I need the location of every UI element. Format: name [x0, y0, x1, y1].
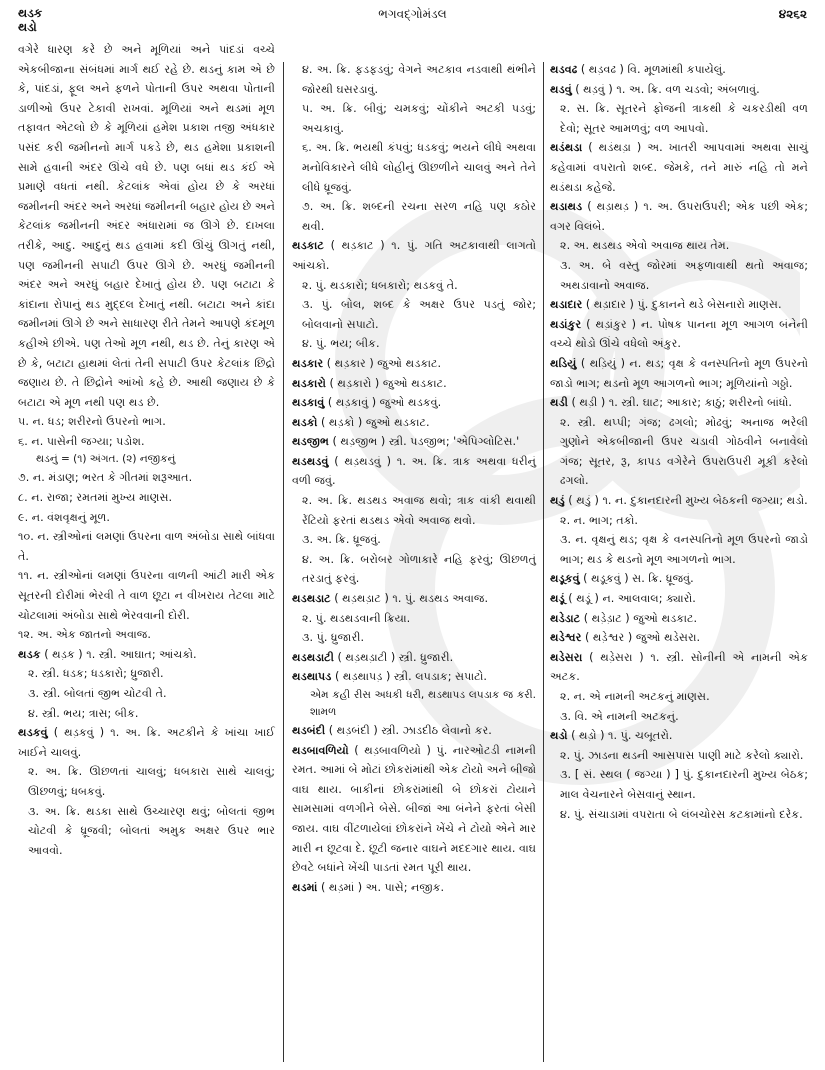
headword: થડો: [550, 729, 568, 743]
definition-text: જુઓ થડકાટ.: [382, 376, 447, 390]
definition-text: ન. પોષક પાનના મૂળ આગળ બંનેની વચ્ચે થોડો ઊંચે વધેલો અંકુર.: [550, 317, 808, 351]
guide-word-last: થડો: [18, 20, 37, 34]
dictionary-entry: [550, 315, 808, 354]
definition-text: ૨. સ્ત્રી. ધડક; ધડકારો; ધ્રુજારી.: [28, 667, 164, 681]
definition-text: ૩. સ્ત્રી. બોલતાં જીભ ચોટવી તે.: [28, 687, 167, 700]
definition-text: ૨. પું. ઝાડના થડની આસપાસ પાણી માટે કરેલો ક્યારો.: [560, 748, 804, 762]
definition-sense: [550, 236, 808, 256]
definition-sense: [292, 197, 536, 236]
dictionary-entry: [292, 393, 536, 413]
definition-text: ૮. ન. રાજા; રમતમાં મુખ્ય માણસ.: [18, 491, 173, 505]
definition-sense: [292, 60, 536, 99]
dictionary-entry: [18, 645, 275, 665]
dictionary-entry: [550, 628, 808, 648]
definition-sense: [18, 508, 275, 528]
definition-sense: [550, 746, 808, 766]
definition-sense: [292, 628, 536, 648]
definition-sense: [18, 527, 275, 566]
pronunciation: ( થડ઼ેસરા ): [589, 650, 644, 664]
dictionary-title: ભગવદ્‌ગોમંડલ: [378, 7, 447, 21]
column-middle: [292, 60, 536, 897]
definition-text: ૧. સ્ત્રી. આઘાત; આંચકો.: [86, 647, 197, 661]
definition-text: ૩. અ. બે વસ્તુ જોરમાં અફળાવાથી થતો અવાજ; અથડાવાનો અવાજ.: [560, 258, 808, 292]
definition-text: વિ. મૂળમાંથી કપાયેલું.: [627, 63, 726, 76]
pronunciation: ( થડ઼વઢ ): [580, 63, 624, 76]
definition-text: ૭. ન. મંડાણ; ભરત કે ગીતમાં શરૂઆત.: [18, 471, 193, 485]
definition-text: ૧. પું. ચબૂતરો.: [608, 729, 673, 743]
headword: થડાદાર: [550, 298, 583, 312]
definition-text: સ્ત્રી. ઝાડદીઠ લેવાનો કર.: [381, 724, 492, 737]
headword: થડવું: [550, 82, 572, 96]
dictionary-entry: [550, 354, 808, 393]
definition-text: ૩. અ. ક્રિ. ધ્રૂજવું.: [302, 533, 381, 547]
guide-word-first: થડક: [18, 6, 43, 20]
definition-sense: [18, 566, 275, 625]
dictionary-entry: [292, 878, 536, 898]
pronunciation: ( થડ઼થડવું ): [334, 454, 392, 468]
definition-text: ૧. ન. દુકાનદારની મુખ્ય બેઠકની જગ્યા; થડો.: [602, 494, 808, 508]
definition-text: ૧૦. ન. સ્ત્રીઓનાં લમણાં ઉપરના વાળ અંબોડા સાથે બાંધવા તે.: [18, 530, 275, 563]
definition-sense: [292, 276, 536, 296]
dictionary-entry: [550, 609, 808, 629]
dictionary-entry: [550, 295, 808, 315]
pronunciation: ( થડ઼ેડ઼ાટ ): [583, 611, 630, 625]
definition-sense: [18, 664, 275, 684]
definition-text: ૪. અ. ક્રિ. બરોબર ગોળાકારે નહિ ફરવું; ઊછળતું તરડાતું ફરવું.: [302, 552, 536, 586]
definition-text: ૧. સ્ત્રી. સોનીની એ નામની એક અટક.: [550, 650, 808, 684]
definition-text: ૨. પું. થડકારો; ધબકારો; થડકવું તે.: [302, 278, 458, 292]
definition-text: અ. ખાતરી આપવામાં અથવા સાચું કહેવામાં વપરાતો શબ્દ. જેમકે, તને મારું નહિ તો મને થડંથડા કહેજે.: [550, 141, 808, 194]
headword: થડી: [550, 396, 568, 410]
definition-text: જુઓ થડકાટ.: [377, 356, 442, 370]
definition-text: વગેરે ધારણ કરે છે અને મૂળિયાં અને પાંદડાં વચ્ચે એકબીજાના સંબંધમાં માર્ગ થઈ રહે છે. થડનું કામ એ છે કે, પાંદડાં, ફૂલ અને ફળને પોતાની ઉપર અથવા પોતાની ડાળીઓ ઉપર ટેકાવી રાખવાં. મૂળિયાં અને થડમાં મૂળ તફાવત એટલો છે કે મૂળિયાં હમેશ પ્રકાશ તજી અંધકાર પસંદ કરી જમીનનો માર્ગ પકડે છે, થડ હમેશા પ્રકાશની સામે હવાની અંદર ઊંચે વધે છે. પણ બધાં થડ કંઈ એ પ્રમાણે વધતાં નથી. કેટલાંક એવાં હોય છે કે અરધાં જમીનની અંદર અને અરધાં જમીનની બહાર હોય છે અને કેટલાંક જમીનની અંદર અંધારામાં જ ઊગે છે. દાખલા તરીકે, આદુ. આદુનું થડ હવામાં કદી ઊંચું ઊગતું નથી, પણ જમીનની સપાટી ઉપર ઊગે છે. અરધું જમીનની અંદર અને અરધું બહાર દેખાતું હોય છે. પણ બટાટા કે કાંદાના રોપાનું થડ મુદ્દલ દેખાતું નથી. બટાટા અને કાંદા જમીનમાં ઊગે છે અને સાધારણ રીતે તેમને આપણે કંદમૂળ કહીએ છીએ. પણ તેઓ મૂળ નથી, થડ છે. તેનું કારણ એ છે કે, બટાટા હાથમાં લેતાં તેની સપાટી ઉપર કેટલાંક છિદ્રો જણાય છે. તે છિદ્રોને આંખો કહે છે. આથી જણાય છે કે બટાટા એ મૂળ નથી પણ થડ છે.: [18, 43, 275, 409]
headword: થડૂં: [550, 592, 565, 606]
definition-text: જુઓ થડકાટ.: [365, 415, 430, 429]
definition-sense: [292, 687, 536, 721]
page-header: [0, 0, 825, 40]
definition-text: ૩. અ. ક્રિ. થડકા સાથે ઉચ્ચારણ થવું; બોલતાં જીભ ચોટવી કે ધ્રૂજવી; બોલતાં અમુક અક્ષર ઉપર ભાર આવવો.: [28, 804, 275, 857]
pronunciation: ( થડ઼ાદાર ): [585, 298, 634, 312]
definition-text: ૩. વિ. એ નામની અટકનું.: [560, 709, 679, 723]
dictionary-entry: [292, 721, 536, 741]
pronunciation: ( થડ઼ી ): [571, 396, 606, 410]
page-number: ૪૨૬૨: [778, 7, 807, 21]
definition-sense: [18, 762, 275, 801]
definition-text: એમ કહી રીસ અધકી ધરી, થડથાપડ લપડાક જ કરી. શામળ: [310, 689, 536, 718]
headword: થડાંકુર: [550, 317, 582, 331]
definition-text: ૩. પું. બોલ, શબ્દ કે અક્ષર ઉપર પડતું જોર; બોલવાનો સપાટો.: [302, 298, 536, 331]
definition-text: ૨. સ્ત્રી. થપ્પી; ગંજ; ઢગલો; મોઢવું; અનાજ ભરેલી ગુણોને એકબીજાની ઉપર ચડાવી ગોઠવીને બનાવેલો ગંજ; સૂતર, રૂ, કાપડ વગેરેને ઉપરાઉપરી મૂકી કરેલો ઢગલો.: [560, 415, 808, 488]
definition-text: ૧. અ. ક્રિ. અટકીને કે ખાંચા ખાઈ ખાઈને ચાલવું.: [18, 726, 276, 759]
definition-sense: [292, 138, 536, 197]
definition-sense: [550, 687, 808, 707]
pronunciation: ( થડ઼જીભ ): [332, 435, 386, 449]
pronunciation: ( થડ઼કવું ): [53, 726, 105, 740]
definition-text: ન. થડ; વૃક્ષ કે વનસ્પતિનો મૂળ ઉપરનો જાડો ભાગ; થડનો મૂળ આગળનો ભાગ; મૂળિયાંનો ગઠ્ઠો.: [550, 356, 808, 390]
definition-sense: [18, 684, 275, 704]
definition-text: પું. નારઓટડી નામની રમત. આમાં બે મોટાં છોકરાંમાંથી એક ટોયો અને બીજો વાઘ થાય. બાકીનાં છોકરાંમાંથી બે છોકરાં ટોયાને સામસામાં વળગીને બેસે. બીજાં આ બંનેને ફરતાં બેસી જાય. વાઘ વીંટળાયેલાં છોકરાંને ખેંચે ને ટોયો એને માર મારી ન છૂટવા દે. છૂટી જનાર વાઘને મદદગાર થાય. વાઘ છેવટે બધાંને ખેંચી પાડતાં રમત પૂરી થાય.: [292, 743, 536, 875]
definition-text: જુઓ થડકવું.: [379, 396, 442, 410]
dictionary-entry: [18, 723, 275, 762]
definition-sense: [550, 765, 808, 804]
definition-text: ૧. અ. ક્રિ. વળ ચડવો; અંબળાવું.: [616, 82, 760, 96]
definition-text: પું. દુકાનને થડે બેસનારો માણસ.: [637, 298, 782, 312]
definition-text: ૨. સ. ક્રિ. સૂતરને ફોજની ત્રાકથી કે ચકરડીથી વળ દેવો; સૂતર આમળવું; વળ આપવો.: [560, 102, 808, 135]
definition-sense: [550, 707, 808, 727]
dictionary-entry: [292, 236, 536, 275]
definition-text: અ. પાસે; નજીક.: [365, 880, 445, 894]
headword: થડાથડ: [550, 200, 583, 214]
definition-text: જુઓ થડકાટ.: [633, 611, 698, 625]
dictionary-entry: [292, 413, 536, 433]
pronunciation: ( થડ઼માં ): [320, 880, 363, 894]
definition-sense: [292, 295, 536, 334]
definition-sense: [18, 468, 275, 488]
definition-sense: [550, 530, 808, 569]
definition-sense: [18, 802, 275, 861]
headword: થડેશ્વર: [550, 631, 582, 645]
headword: થડકાટ: [292, 239, 324, 253]
definition-text: ૪. પું. સંચાડામાં વપરાતા બે લંબચોરસ કટકામાંનો દરેક.: [560, 807, 803, 821]
headword: થડિયું: [550, 356, 577, 370]
definition-text: ૧. સ્ત્રી. ઘાટ; આકાર; કાઠું; શરીરનો બાંધો.: [608, 396, 792, 410]
pronunciation: ( થડ઼ૂકવું ): [583, 572, 629, 586]
headword: થડજીભ: [292, 435, 329, 449]
pronunciation: ( થડ઼કો ): [320, 415, 363, 429]
headword: થડકો: [292, 415, 318, 429]
definition-text: ૧. પું. થડથડ અવાજ.: [392, 592, 488, 606]
headword: થડક: [18, 647, 41, 661]
headword: થડબંદી: [292, 724, 326, 737]
pronunciation: ( થડ઼ાંકુર ): [586, 317, 636, 331]
pronunciation: ( થડ઼કાટ ): [330, 239, 385, 253]
definition-sense: [550, 805, 808, 825]
definition-text: થડનું = (૧) અંગત. (૨) નજીકનું: [36, 453, 176, 466]
definition-sense: [292, 99, 536, 138]
definition-text: સ્ત્રી. લપડાક; સપાટો.: [393, 670, 487, 684]
definition-sense: [18, 488, 275, 508]
dictionary-entry: [292, 432, 536, 452]
definition-sense: [18, 40, 275, 412]
dictionary-entry: [550, 80, 808, 100]
pronunciation: ( થડ઼ૂં ): [568, 592, 599, 606]
definition-text: સ્ત્રી. પડજીભ; 'એપિગ્લોટિસ.': [388, 435, 520, 449]
definition-text: સ્ત્રી. ધ્રુજારી.: [398, 650, 454, 664]
definition-text: ૧. પું. ગતિ અટકાવાથી લાગતો આંચકો.: [292, 239, 537, 272]
definition-text: ૪. પું. ભય; બીક.: [302, 337, 380, 351]
pronunciation: ( થડ઼વું ): [575, 82, 613, 96]
dictionary-entry: [292, 452, 536, 491]
pronunciation: ( થડ઼ક ): [44, 647, 83, 661]
dictionary-entry: [292, 741, 536, 878]
headword: થડકારો: [292, 376, 326, 390]
pronunciation: ( થડ઼બંદી ): [328, 724, 378, 737]
pronunciation: ( થડ઼િયું ): [580, 356, 625, 370]
definition-sense: [550, 256, 808, 295]
definition-text: ૩. ન. વૃક્ષનું થડ; વૃક્ષ કે વનસ્પતિનો મૂળ ઉપરનો જાડો ભાગ; થડ કે થડનો મૂળ આગળનો ભાગ.: [560, 533, 808, 566]
pronunciation: ( થડ઼થાપડ઼ ): [335, 670, 391, 684]
pronunciation: ( થડ઼થડ઼ાટ ): [334, 592, 389, 606]
headword: થડકાર: [292, 356, 324, 370]
headword: થડકાવું: [292, 396, 325, 410]
dictionary-entry: [550, 648, 808, 687]
definition-sense: [18, 704, 275, 724]
definition-text: ૫. અ. ક્રિ. બીવું; ચમકવું; ચોંકીને અટકી પડવું; અચકાવું.: [302, 102, 536, 135]
definition-sense: [292, 530, 536, 550]
definition-text: ૧૧. ન. સ્ત્રીઓનાં લમણાં ઉપરના વાળની આંટી મારી એક સૂતરની દોરીમાં ભેરવી તે વાળ છૂટા ન વીખરાય તેટલા માટે ચોટલામાં અંબોડા સાથે ભેરવવાની દોરી.: [18, 569, 275, 622]
dictionary-entry: [550, 726, 808, 746]
headword: થડબાવળિયો: [292, 743, 349, 757]
dictionary-entry: [550, 197, 808, 236]
definition-sense: [292, 550, 536, 589]
headword: થડમાં: [292, 880, 318, 894]
definition-sense: [18, 412, 275, 432]
headword: થડથડવું: [292, 454, 329, 468]
dictionary-entry: [292, 667, 536, 687]
definition-text: ૪. સ્ત્રી. ભય; ત્રાસ; બીક.: [28, 706, 139, 720]
dictionary-entry: [292, 589, 536, 609]
headword: થડંથડા: [550, 141, 583, 155]
column-divider: [283, 62, 284, 1062]
pronunciation: ( થડ઼કારો ): [329, 376, 380, 390]
headword: થડથાપડ: [292, 670, 332, 684]
pronunciation: ( થડ઼ેશ્વર ): [584, 631, 633, 645]
headword: થડકવું: [18, 726, 48, 740]
pronunciation: ( થડ઼કાર ): [326, 356, 374, 370]
dictionary-entry: [550, 491, 808, 511]
definition-text: ૨. અ. ક્રિ. ઊછળતાં ચાલવું; ધબકારા સાથે ચાલવું; ઊછળવું; ધબકવું.: [28, 765, 275, 798]
definition-text: સ. ક્રિ. ધ્રૂજવું.: [632, 572, 694, 586]
pronunciation: ( થડ઼ો ): [571, 729, 605, 743]
definition-text: ૧. અ. ક્રિ. ત્રાક અથવા ધરીનું વળી જવું.: [292, 454, 537, 488]
definition-text: ન. આલવાલ; ક્યારો.: [602, 592, 696, 606]
definition-text: ૬. ન. પાસેની જગ્યા; પડોશ.: [18, 434, 145, 448]
definition-sense: [550, 511, 808, 531]
headword: થડેસરા: [550, 650, 583, 664]
dictionary-entry: [292, 354, 536, 374]
column-left: [18, 40, 275, 860]
definition-sense: [550, 413, 808, 491]
definition-sense: [292, 609, 536, 629]
definition-text: ૧. અ. ઉપરાઉપરી; એક પછી એક; વગર વિલંબે.: [550, 200, 808, 233]
definition-text: ૧૨. અ. એક જાતનો અવાજ.: [18, 628, 151, 642]
definition-text: ૨. ન. ભાગ; તકો.: [560, 513, 638, 527]
pronunciation: ( થડ઼બાવળિયો ): [354, 743, 431, 757]
dictionary-entry: [550, 569, 808, 589]
definition-text: ૨. ન. એ નામની અટકનું માણસ.: [560, 690, 710, 703]
pronunciation: ( થડ઼થડ઼ાટી ): [337, 650, 396, 664]
headword: થડું: [550, 494, 565, 508]
definition-sense: [550, 99, 808, 138]
dictionary-entry: [550, 589, 808, 609]
dictionary-entry: [292, 374, 536, 394]
headword: થડૂકવું: [550, 572, 580, 586]
pronunciation: ( થડ઼કાવું ): [327, 396, 377, 410]
column-right: [550, 60, 808, 824]
definition-sense: [292, 491, 536, 530]
definition-sense: [18, 432, 275, 452]
definition-text: ૯. ન. વંશવૃક્ષનું મૂળ.: [18, 510, 110, 524]
pronunciation: ( થડ઼ાથડ઼ ): [587, 200, 639, 214]
definition-sense: [292, 334, 536, 354]
dictionary-entry: [550, 393, 808, 413]
definition-sense: [18, 625, 275, 645]
headword: થડથડાટી: [292, 650, 334, 664]
dictionary-entry: [550, 138, 808, 197]
definition-sense: [18, 451, 275, 468]
definition-text: ૬. અ. ક્રિ. ભયથી કંપવું; ધડકવું; ભયને લીધે અથવા મનોવિકારને લીધે લોહીનું ઊછળીને ચાલવું અને તેને લીધે ધ્રૂજવું.: [302, 141, 536, 194]
definition-text: ૨. પું. થડથડવાની ક્રિયા.: [302, 611, 411, 625]
headword: થડેડાટ: [550, 611, 581, 625]
headword: થડથડાટ: [292, 592, 331, 606]
definition-text: ૪. અ. ક્રિ. ફડફડવું; વેગને અટકાવ નડવાથી થંભીને જોરથી ઘસરડાવું.: [302, 63, 536, 96]
definition-text: ૫. ન. ધડ; શરીરનો ઉપરનો ભાગ.: [18, 415, 166, 429]
definition-text: જુઓ થડેસરા.: [635, 631, 701, 645]
headword: થડવઢ: [550, 63, 578, 76]
definition-text: ૨. અ. થડથડ એવો અવાજ થાય તેમ.: [560, 239, 730, 253]
definition-text: ૩. [ સં. સ્થલ ( જગ્યા ) ] પું. દુકાનદારની મુખ્ય બેઠક; માલ વેચનારને બેસવાનું સ્થાન.: [560, 768, 808, 801]
pronunciation: ( થડ઼ું ): [568, 494, 599, 508]
definition-text: ૭. અ. ક્રિ. શબ્દની રચના સરળ નહિ પણ કઠોર થવી.: [302, 200, 536, 233]
column-divider: [543, 62, 544, 1062]
definition-text: ૩. પું. ધ્રુજારી.: [302, 631, 365, 645]
definition-text: ૨. અ. ક્રિ. થડથડ અવાજ થવો; ત્રાક વાંકી થવાથી રેંટિયો ફરતાં થડથડ એવો અવાજ થવો.: [302, 494, 536, 527]
dictionary-entry: [292, 648, 536, 668]
dictionary-entry: [550, 60, 808, 80]
pronunciation: ( થડંથડ઼ા ): [588, 141, 642, 155]
